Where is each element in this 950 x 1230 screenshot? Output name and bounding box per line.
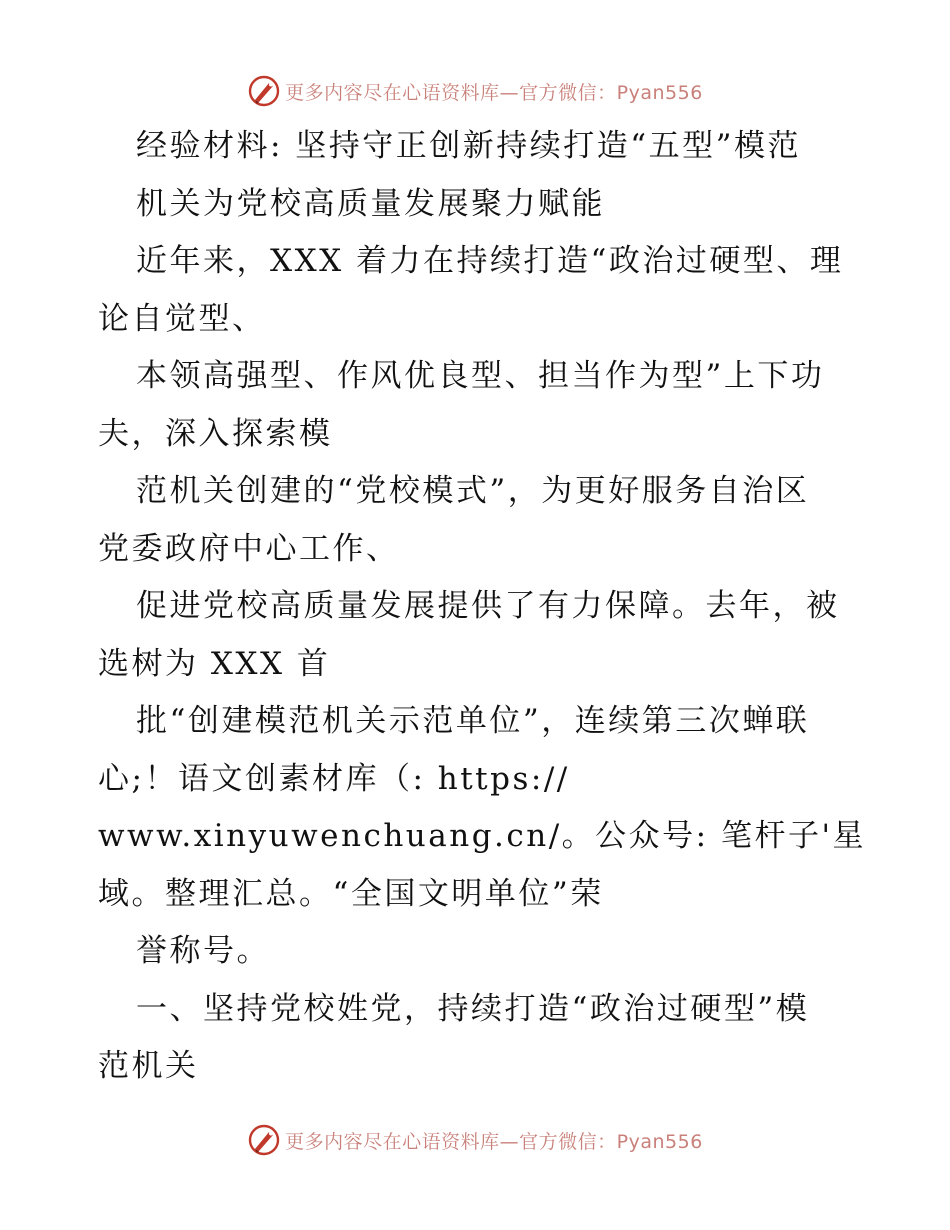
text-line: 论自觉型、 <box>98 300 266 337</box>
text-line: 夫，深入探索模 <box>98 415 333 452</box>
header-watermark-text: 更多内容尽在心语资料库—官方微信：Pyan556 <box>285 81 703 104</box>
text-line: 选树为 XXX 首 <box>98 645 331 682</box>
text-line: 批“创建模范机关示范单位”，连续第三次蝉联 <box>136 703 810 739</box>
text-line: 党委政府中心工作、 <box>98 530 400 567</box>
text-line: 誉称号。 <box>136 933 270 969</box>
pen-logo-icon <box>247 74 281 108</box>
footer-watermark <box>0 1123 950 1157</box>
pen-logo-icon <box>247 1123 281 1157</box>
footer-watermark-text: 更多内容尽在心语资料库—官方微信：Pyan556 <box>285 1130 703 1153</box>
text-line: 经验材料: 坚持守正创新持续打造“五型”模范 <box>136 128 801 164</box>
document-body <box>98 118 866 1096</box>
text-line: 域。整理汇总。“全国文明单位”荣 <box>98 875 604 912</box>
text-line: 近年来，XXX 着力在持续打造“政治过硬型、理 <box>136 243 844 279</box>
text-line: 一、坚持党校姓党，持续打造“政治过硬型”模 <box>136 990 810 1027</box>
text-line: 范机关 <box>98 1048 199 1084</box>
text-line: www.xinyuwenchuang.cn/。公众号: 笔杆子'星 <box>98 818 866 854</box>
header-watermark <box>0 74 950 108</box>
text-line: 机关为党校高质量发展聚力赋能 <box>136 185 605 222</box>
text-line: 心;！语文创素材库（: https:// <box>98 760 570 797</box>
text-line: 范机关创建的“党校模式”，为更好服务自治区 <box>136 473 810 509</box>
text-line: 本领高强型、作风优良型、担当作为型”上下功 <box>136 358 825 394</box>
text-line: 促进党校高质量发展提供了有力保障。去年，被 <box>136 588 840 624</box>
